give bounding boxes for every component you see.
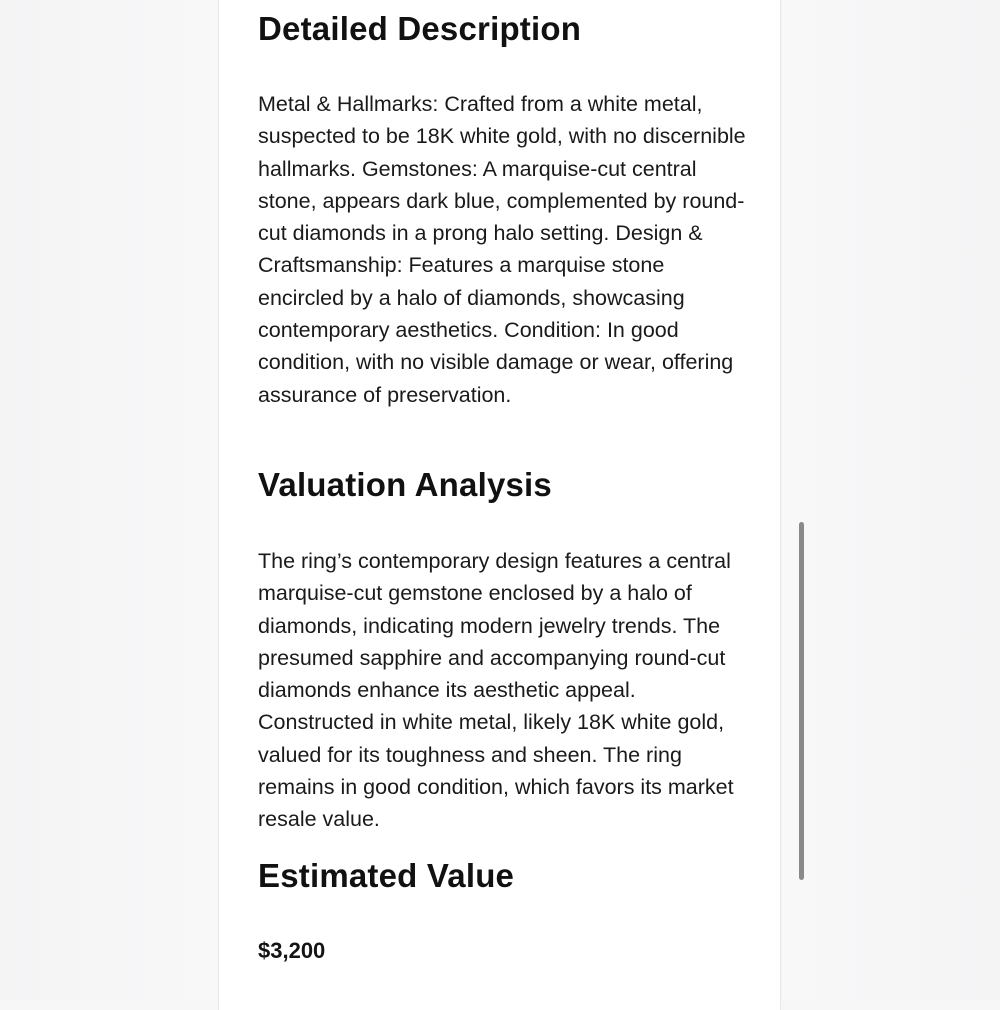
valuation-analysis-heading: Valuation Analysis [258, 466, 552, 503]
report-card [218, 0, 781, 1010]
scrollbar-thumb[interactable] [799, 522, 804, 880]
detailed-description-heading: Detailed Description [258, 10, 582, 47]
page-backdrop-left [0, 0, 218, 1000]
page-backdrop-right [783, 0, 1000, 1000]
detailed-description-text: Metal & Hallmarks: Crafted from a white metal, suspected to be 18K white gold, with no discernible hallmarks. Gemstones: A marquise-cut central stone, appears dark blue, complemented by round-cut diamonds in a prong halo setting. Design & Craftsmanship: Features a marquise stone encircled by a halo of diamonds, showcasing contemporary aesthetics. Condition: In good condition, with no visible damage or wear, offering assurance of preservation. [258, 92, 746, 407]
estimated-value-heading: Estimated Value [258, 857, 515, 894]
valuation-analysis-text: The ring’s contemporary design features a central marquise-cut gemstone enclosed by a halo of diamonds, indicating modern jewelry trends. The presumed sapphire and accompanying round-cut diamonds enhance its aesthetic appeal. Constructed in white metal, likely 18K white gold, valued for its toughness and sheen. The ring remains in good condition, which favors its market resale value. [258, 549, 734, 832]
estimated-value-amount: $3,200 [258, 938, 326, 963]
